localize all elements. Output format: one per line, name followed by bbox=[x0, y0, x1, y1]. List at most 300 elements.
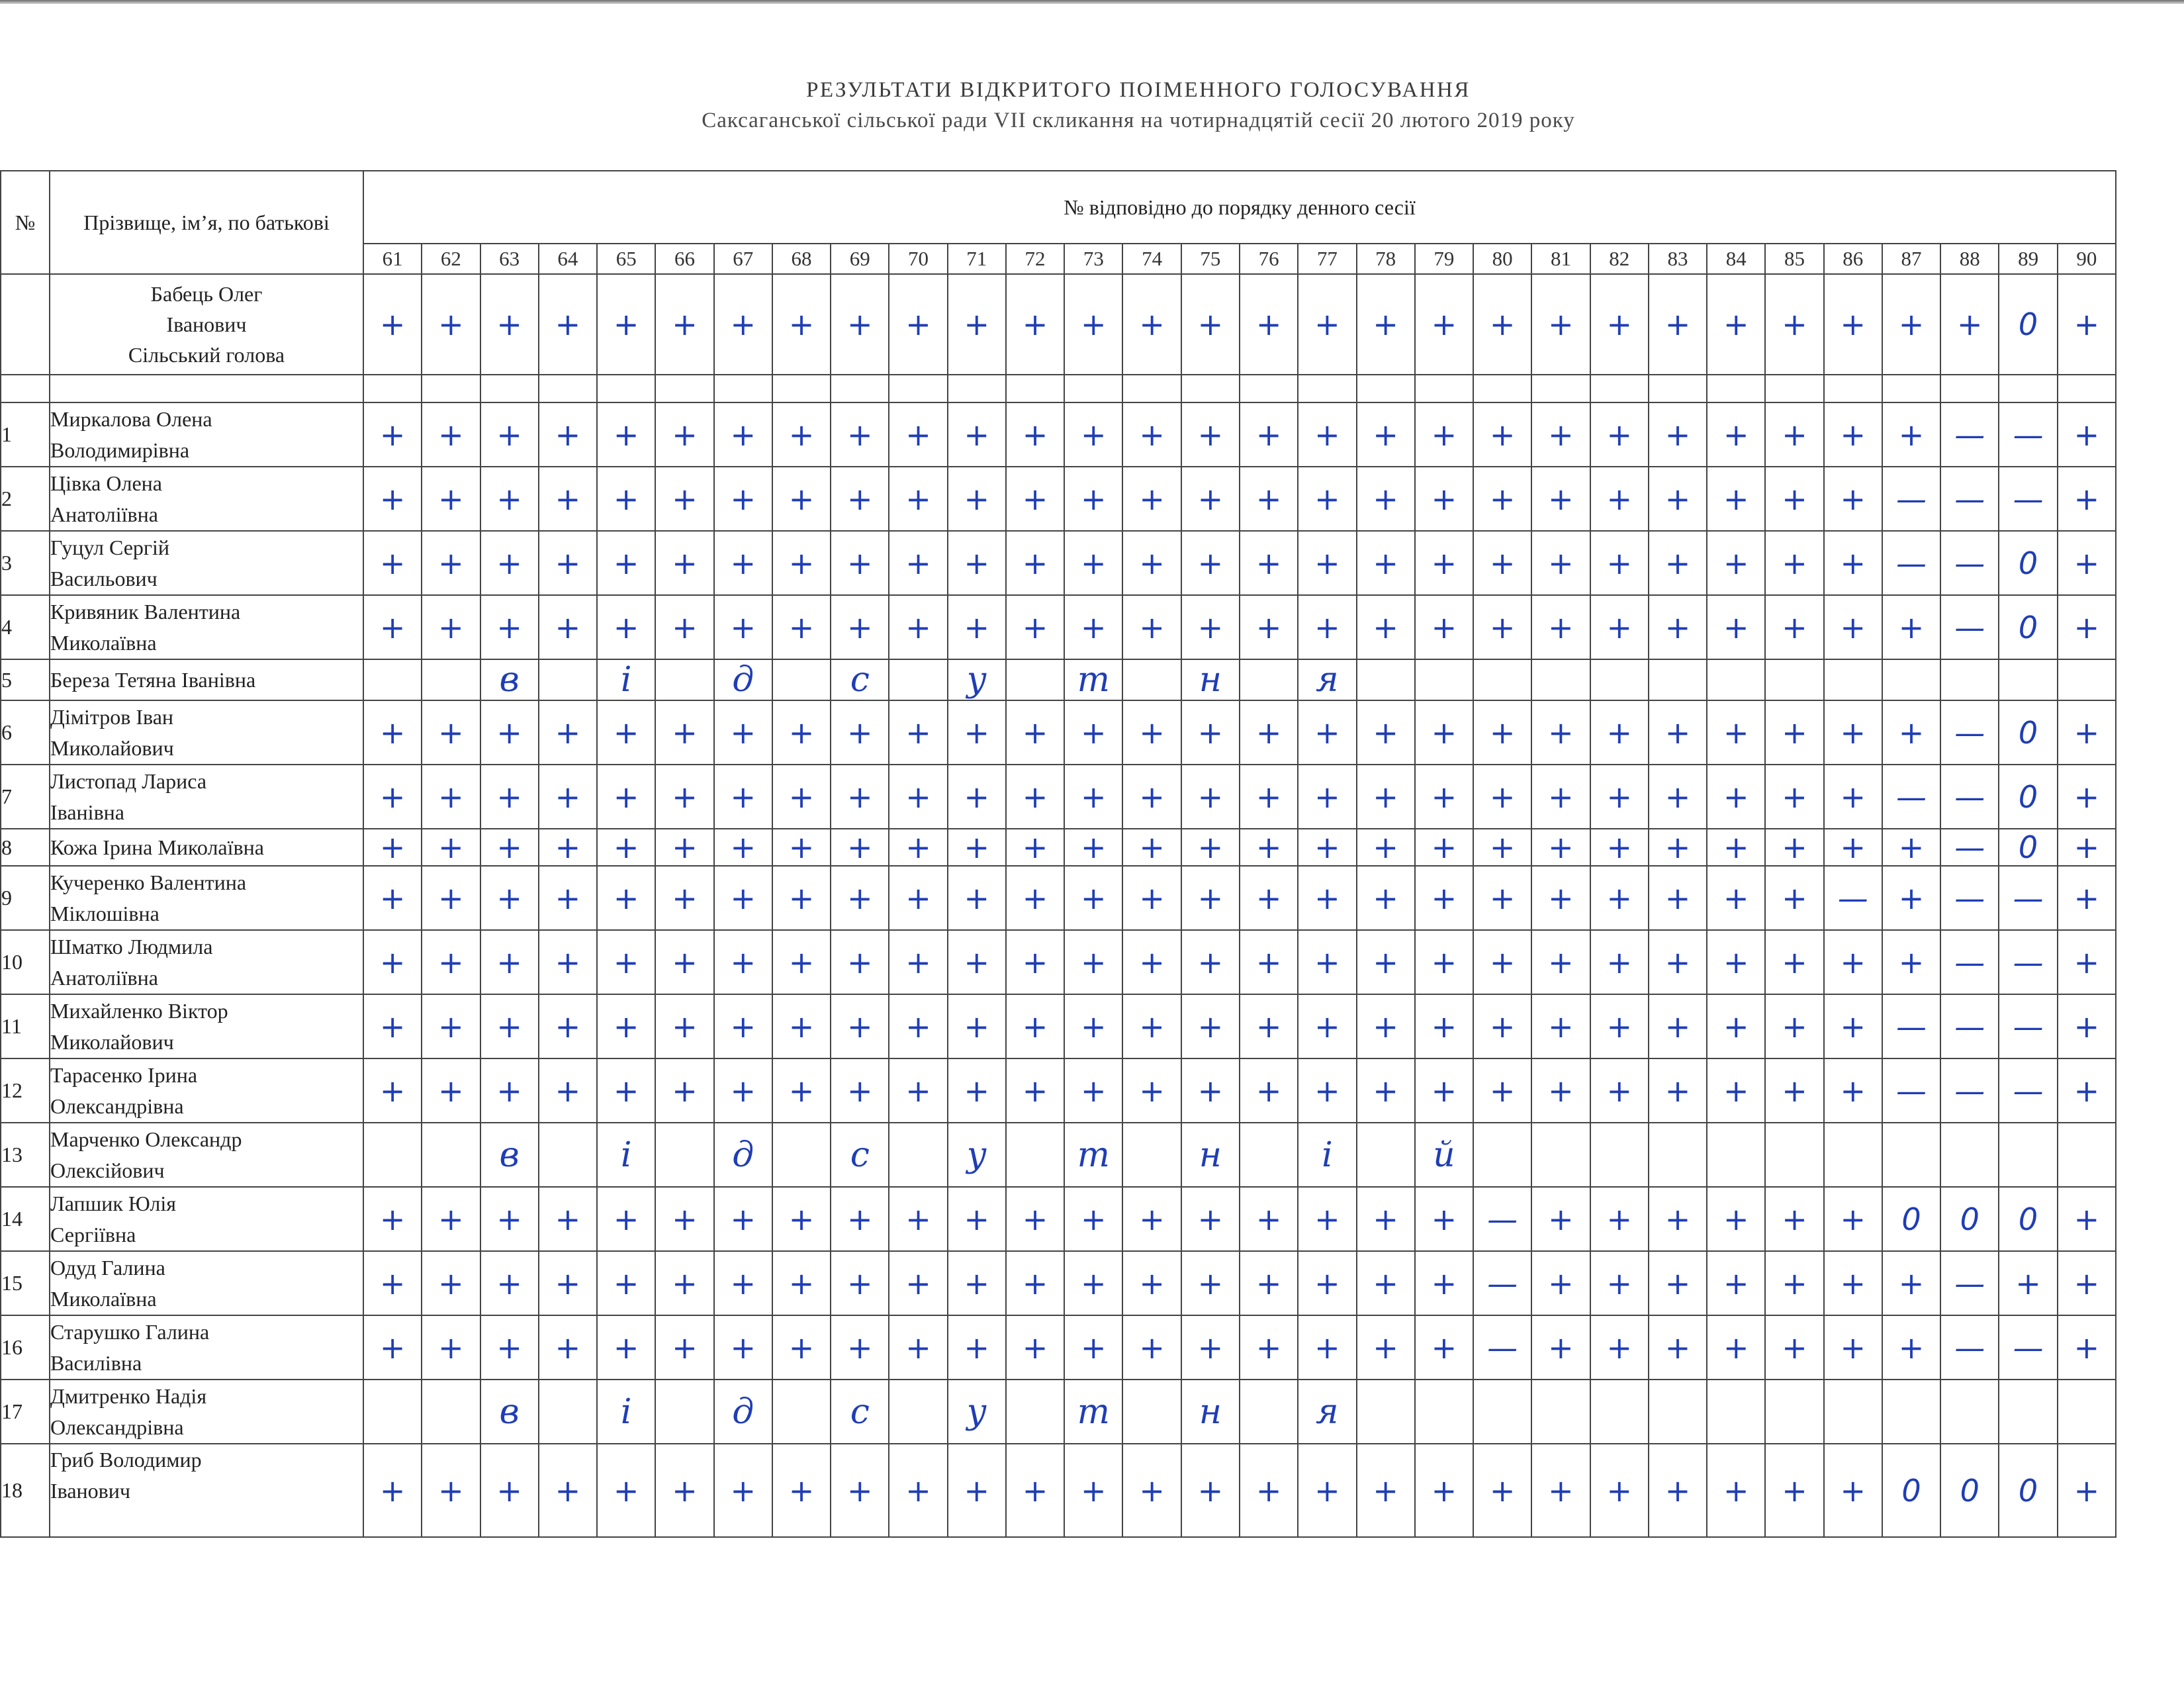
vote-cell: + bbox=[831, 1444, 889, 1537]
vote-cell: + bbox=[948, 994, 1006, 1058]
vote-cell bbox=[1531, 659, 1590, 700]
vote-cell bbox=[1824, 659, 1882, 700]
vote-cell: + bbox=[714, 531, 772, 595]
vote-cell: + bbox=[480, 994, 539, 1058]
vote-cell: + bbox=[1006, 1251, 1064, 1315]
vote-cell: + bbox=[1357, 994, 1415, 1058]
vote-cell bbox=[539, 659, 597, 700]
vote-cell: + bbox=[1765, 274, 1823, 375]
vote-cell: + bbox=[1765, 1187, 1823, 1251]
empty-cell bbox=[1590, 375, 1649, 402]
agenda-number-88: 88 bbox=[1940, 244, 1999, 274]
vote-cell: + bbox=[889, 1187, 947, 1251]
vote-cell: + bbox=[1649, 531, 1707, 595]
vote-cell: + bbox=[1473, 765, 1531, 829]
vote-cell: 0 bbox=[1999, 595, 2057, 659]
vote-cell bbox=[772, 1380, 831, 1444]
empty-cell bbox=[772, 375, 831, 402]
vote-cell: + bbox=[1298, 829, 1356, 866]
vote-cell: + bbox=[714, 1058, 772, 1123]
vote-cell: — bbox=[1940, 1251, 1999, 1315]
vote-cell: + bbox=[1181, 1058, 1240, 1123]
empty-cell bbox=[50, 375, 363, 402]
vote-cell bbox=[1999, 1380, 2057, 1444]
vote-cell: + bbox=[1357, 402, 1415, 467]
member-name-line: Анатоліївна bbox=[50, 502, 158, 526]
member-name-line: Олександрівна bbox=[50, 1094, 184, 1118]
vote-cell: + bbox=[480, 531, 539, 595]
member-name bbox=[50, 1315, 363, 1380]
vote-cell bbox=[1122, 1123, 1181, 1187]
vote-cell: + bbox=[948, 1315, 1006, 1380]
vote-cell: + bbox=[831, 829, 889, 866]
vote-cell: + bbox=[948, 1187, 1006, 1251]
vote-cell: + bbox=[1006, 531, 1064, 595]
vote-cell: + bbox=[1707, 829, 1765, 866]
vote-cell: + bbox=[2058, 531, 2116, 595]
vote-cell: + bbox=[1240, 467, 1298, 531]
vote-cell: + bbox=[480, 467, 539, 531]
empty-cell bbox=[1531, 375, 1590, 402]
vote-cell bbox=[1473, 1380, 1531, 1444]
member-name-line: Бабець Олег bbox=[150, 282, 263, 306]
vote-cell: + bbox=[772, 595, 831, 659]
vote-cell: + bbox=[480, 402, 539, 467]
vote-cell: + bbox=[1649, 829, 1707, 866]
vote-cell: + bbox=[422, 866, 480, 930]
vote-cell: + bbox=[772, 402, 831, 467]
vote-cell: + bbox=[1415, 829, 1473, 866]
empty-cell bbox=[655, 375, 713, 402]
vote-cell: + bbox=[1473, 1444, 1531, 1537]
vote-cell: + bbox=[363, 595, 422, 659]
member-name-line: Сергіївна bbox=[50, 1222, 136, 1246]
vote-cell: + bbox=[363, 402, 422, 467]
vote-cell: + bbox=[1531, 595, 1590, 659]
vote-cell: + bbox=[363, 930, 422, 994]
vote-cell: + bbox=[948, 765, 1006, 829]
vote-cell: + bbox=[1006, 994, 1064, 1058]
vote-cell: + bbox=[714, 274, 772, 375]
vote-cell bbox=[1006, 659, 1064, 700]
vote-cell: — bbox=[1999, 994, 2057, 1058]
vote-cell: т bbox=[1064, 1123, 1122, 1187]
vote-cell: + bbox=[1824, 829, 1882, 866]
vote-cell: + bbox=[1590, 1444, 1649, 1537]
vote-cell: + bbox=[1298, 1251, 1356, 1315]
vote-cell: + bbox=[1649, 595, 1707, 659]
vote-cell: + bbox=[1240, 1187, 1298, 1251]
vote-cell: + bbox=[889, 1251, 947, 1315]
vote-cell: + bbox=[1181, 274, 1240, 375]
vote-cell: + bbox=[1240, 1315, 1298, 1380]
vote-cell: + bbox=[1824, 700, 1882, 765]
vote-cell: 0 bbox=[1999, 700, 2057, 765]
vote-cell: + bbox=[1298, 595, 1356, 659]
vote-cell: + bbox=[772, 866, 831, 930]
vote-cell: + bbox=[1181, 866, 1240, 930]
vote-cell: + bbox=[1415, 765, 1473, 829]
vote-cell: + bbox=[889, 700, 947, 765]
table-row bbox=[1, 700, 2116, 765]
vote-cell: — bbox=[1940, 1058, 1999, 1123]
vote-cell: + bbox=[1064, 531, 1122, 595]
voting-table-body bbox=[1, 274, 2116, 1537]
empty-cell bbox=[363, 375, 422, 402]
vote-cell: + bbox=[772, 1058, 831, 1123]
vote-cell: + bbox=[1240, 700, 1298, 765]
agenda-number-78: 78 bbox=[1357, 244, 1415, 274]
vote-cell: + bbox=[1590, 994, 1649, 1058]
empty-cell bbox=[1940, 375, 1999, 402]
row-number: 13 bbox=[1, 1123, 50, 1187]
vote-cell: + bbox=[1824, 1444, 1882, 1537]
vote-cell: + bbox=[889, 930, 947, 994]
member-name bbox=[50, 402, 363, 467]
vote-cell: + bbox=[1531, 1251, 1590, 1315]
vote-cell: + bbox=[1765, 700, 1823, 765]
vote-cell: + bbox=[539, 467, 597, 531]
empty-cell bbox=[1240, 375, 1298, 402]
vote-cell bbox=[1707, 659, 1765, 700]
vote-cell: + bbox=[2058, 930, 2116, 994]
vote-cell: + bbox=[422, 1187, 480, 1251]
vote-cell: + bbox=[422, 531, 480, 595]
vote-cell: 0 bbox=[1882, 1187, 1940, 1251]
vote-cell: + bbox=[1064, 829, 1122, 866]
vote-cell: + bbox=[655, 1187, 713, 1251]
vote-cell: + bbox=[480, 595, 539, 659]
vote-cell: + bbox=[363, 994, 422, 1058]
table-row bbox=[1, 1058, 2116, 1123]
table-row bbox=[1, 1123, 2116, 1187]
vote-cell: + bbox=[363, 467, 422, 531]
agenda-number-63: 63 bbox=[480, 244, 539, 274]
vote-cell: д bbox=[714, 659, 772, 700]
vote-cell: + bbox=[1240, 274, 1298, 375]
agenda-number-86: 86 bbox=[1824, 244, 1882, 274]
vote-cell: + bbox=[1765, 994, 1823, 1058]
vote-cell: + bbox=[1707, 595, 1765, 659]
vote-cell: + bbox=[1298, 765, 1356, 829]
vote-cell: — bbox=[1473, 1315, 1531, 1380]
column-header-number: № bbox=[1, 171, 50, 274]
vote-cell: + bbox=[1357, 1251, 1415, 1315]
vote-cell: у bbox=[948, 659, 1006, 700]
empty-cell bbox=[1824, 375, 1882, 402]
vote-cell: + bbox=[1357, 1444, 1415, 1537]
vote-cell: і bbox=[597, 1380, 655, 1444]
empty-cell bbox=[831, 375, 889, 402]
vote-cell: + bbox=[1649, 930, 1707, 994]
member-name-line: Дімітров Іван bbox=[50, 704, 174, 729]
vote-cell: і bbox=[597, 659, 655, 700]
row-number: 2 bbox=[1, 467, 50, 531]
document-title: РЕЗУЛЬТАТИ ВІДКРИТОГО ПОІМЕННОГО ГОЛОСУВАННЯ bbox=[806, 78, 1471, 102]
vote-cell: — bbox=[1940, 1315, 1999, 1380]
vote-cell: + bbox=[772, 1315, 831, 1380]
vote-cell: я bbox=[1298, 1380, 1356, 1444]
vote-cell: — bbox=[1940, 595, 1999, 659]
agenda-number-74: 74 bbox=[1122, 244, 1181, 274]
vote-cell: + bbox=[831, 531, 889, 595]
vote-cell: + bbox=[1707, 1315, 1765, 1380]
vote-cell: + bbox=[1824, 274, 1882, 375]
vote-cell: + bbox=[363, 866, 422, 930]
member-name-line: Лапшик Юлія bbox=[50, 1191, 176, 1215]
vote-cell bbox=[1122, 659, 1181, 700]
vote-cell: + bbox=[1122, 467, 1181, 531]
vote-cell: + bbox=[655, 402, 713, 467]
vote-cell: + bbox=[1707, 994, 1765, 1058]
empty-cell bbox=[480, 375, 539, 402]
vote-cell: + bbox=[831, 402, 889, 467]
vote-cell bbox=[1006, 1380, 1064, 1444]
vote-cell: + bbox=[1415, 1444, 1473, 1537]
vote-cell: + bbox=[1415, 1187, 1473, 1251]
vote-cell: + bbox=[363, 1444, 422, 1537]
vote-cell: + bbox=[714, 1444, 772, 1537]
vote-cell bbox=[1649, 1123, 1707, 1187]
vote-cell: + bbox=[1122, 866, 1181, 930]
vote-cell: 0 bbox=[1999, 765, 2057, 829]
vote-cell: + bbox=[1357, 531, 1415, 595]
vote-cell: 0 bbox=[1940, 1444, 1999, 1537]
vote-cell: — bbox=[1882, 467, 1940, 531]
vote-cell bbox=[1765, 1380, 1823, 1444]
vote-cell bbox=[1707, 1123, 1765, 1187]
vote-cell: + bbox=[1765, 531, 1823, 595]
member-name bbox=[50, 1251, 363, 1315]
vote-cell: + bbox=[831, 1315, 889, 1380]
vote-cell: + bbox=[1064, 930, 1122, 994]
vote-cell: + bbox=[1181, 531, 1240, 595]
vote-cell: + bbox=[1181, 700, 1240, 765]
vote-cell: + bbox=[1122, 930, 1181, 994]
vote-cell: н bbox=[1181, 1123, 1240, 1187]
vote-cell: + bbox=[2058, 274, 2116, 375]
vote-cell: + bbox=[889, 765, 947, 829]
vote-cell: + bbox=[2058, 1187, 2116, 1251]
vote-cell: + bbox=[1473, 274, 1531, 375]
vote-cell bbox=[1882, 659, 1940, 700]
vote-cell: + bbox=[1122, 1251, 1181, 1315]
vote-cell: + bbox=[480, 1251, 539, 1315]
agenda-number-79: 79 bbox=[1415, 244, 1473, 274]
vote-cell: + bbox=[772, 467, 831, 531]
vote-cell: + bbox=[1064, 595, 1122, 659]
vote-cell: + bbox=[1824, 595, 1882, 659]
vote-cell: т bbox=[1064, 659, 1122, 700]
vote-cell: + bbox=[1298, 467, 1356, 531]
vote-cell: + bbox=[539, 700, 597, 765]
agenda-number-66: 66 bbox=[655, 244, 713, 274]
empty-cell bbox=[422, 375, 480, 402]
agenda-number-80: 80 bbox=[1473, 244, 1531, 274]
vote-cell: + bbox=[1298, 274, 1356, 375]
vote-cell: + bbox=[1240, 1444, 1298, 1537]
vote-cell bbox=[1357, 659, 1415, 700]
vote-cell: + bbox=[1473, 700, 1531, 765]
table-row-spacer bbox=[1, 375, 2116, 402]
vote-cell: + bbox=[948, 1444, 1006, 1537]
vote-cell bbox=[2058, 1123, 2116, 1187]
vote-cell: + bbox=[1649, 467, 1707, 531]
vote-cell: + bbox=[1181, 765, 1240, 829]
vote-cell: + bbox=[1415, 866, 1473, 930]
vote-cell bbox=[1415, 659, 1473, 700]
vote-cell: + bbox=[1006, 595, 1064, 659]
vote-cell: + bbox=[422, 402, 480, 467]
vote-cell: + bbox=[1473, 866, 1531, 930]
vote-cell: + bbox=[772, 930, 831, 994]
vote-cell: + bbox=[1531, 402, 1590, 467]
vote-cell: + bbox=[1649, 765, 1707, 829]
vote-cell: — bbox=[1940, 829, 1999, 866]
vote-cell: + bbox=[655, 1444, 713, 1537]
vote-cell: + bbox=[772, 1444, 831, 1537]
table-row bbox=[1, 402, 2116, 467]
member-name-line: Іванович bbox=[50, 1479, 130, 1503]
vote-cell: + bbox=[655, 930, 713, 994]
vote-cell bbox=[539, 1123, 597, 1187]
vote-cell: + bbox=[2058, 467, 2116, 531]
vote-cell: + bbox=[948, 531, 1006, 595]
vote-cell: — bbox=[1999, 1058, 2057, 1123]
vote-cell: + bbox=[1531, 829, 1590, 866]
vote-cell: + bbox=[1765, 1058, 1823, 1123]
table-row bbox=[1, 1251, 2116, 1315]
table-row bbox=[1, 1444, 2116, 1537]
row-number: 7 bbox=[1, 765, 50, 829]
vote-cell: + bbox=[597, 467, 655, 531]
member-name-line: Береза Тетяна Іванівна bbox=[50, 667, 256, 692]
vote-cell: + bbox=[1240, 1058, 1298, 1123]
member-name-line: Старушко Галина bbox=[50, 1319, 210, 1344]
vote-cell: + bbox=[1765, 829, 1823, 866]
vote-cell: + bbox=[1765, 765, 1823, 829]
vote-cell: с bbox=[831, 1380, 889, 1444]
vote-cell: + bbox=[1707, 1444, 1765, 1537]
vote-cell bbox=[772, 659, 831, 700]
vote-cell bbox=[1531, 1123, 1590, 1187]
vote-cell: + bbox=[889, 402, 947, 467]
agenda-number-73: 73 bbox=[1064, 244, 1122, 274]
vote-cell: + bbox=[539, 1187, 597, 1251]
vote-cell: + bbox=[1707, 274, 1765, 375]
vote-cell: + bbox=[1707, 930, 1765, 994]
vote-cell: в bbox=[480, 659, 539, 700]
vote-cell: + bbox=[1473, 994, 1531, 1058]
empty-cell bbox=[889, 375, 947, 402]
vote-cell: + bbox=[831, 930, 889, 994]
vote-cell: + bbox=[1006, 700, 1064, 765]
row-number: 3 bbox=[1, 531, 50, 595]
vote-cell: + bbox=[2058, 765, 2116, 829]
vote-cell: + bbox=[1707, 1187, 1765, 1251]
vote-cell: + bbox=[1824, 1315, 1882, 1380]
vote-cell: + bbox=[772, 700, 831, 765]
member-name-line: Цівка Олена bbox=[50, 471, 162, 495]
vote-cell bbox=[1590, 1123, 1649, 1187]
vote-cell bbox=[363, 1123, 422, 1187]
vote-cell: + bbox=[1298, 930, 1356, 994]
vote-cell: + bbox=[772, 1251, 831, 1315]
vote-cell: + bbox=[655, 1315, 713, 1380]
vote-cell: + bbox=[1590, 1315, 1649, 1380]
row-number: 16 bbox=[1, 1315, 50, 1380]
vote-cell: + bbox=[1882, 700, 1940, 765]
agenda-number-70: 70 bbox=[889, 244, 947, 274]
vote-cell: + bbox=[1064, 1315, 1122, 1380]
empty-cell bbox=[1298, 375, 1356, 402]
vote-cell: 0 bbox=[1940, 1187, 1999, 1251]
vote-cell: + bbox=[1122, 274, 1181, 375]
vote-cell: 0 bbox=[1999, 829, 2057, 866]
voting-table bbox=[0, 170, 2116, 1538]
table-row-head bbox=[1, 274, 2116, 375]
vote-cell: д bbox=[714, 1380, 772, 1444]
vote-cell: + bbox=[1122, 1187, 1181, 1251]
vote-cell: + bbox=[1122, 829, 1181, 866]
vote-cell: + bbox=[597, 1444, 655, 1537]
vote-cell: + bbox=[889, 595, 947, 659]
vote-cell: + bbox=[1531, 700, 1590, 765]
vote-cell: + bbox=[714, 765, 772, 829]
vote-cell: + bbox=[1064, 994, 1122, 1058]
vote-cell: + bbox=[948, 1058, 1006, 1123]
vote-cell: + bbox=[948, 402, 1006, 467]
vote-cell: + bbox=[1415, 467, 1473, 531]
vote-cell: + bbox=[831, 467, 889, 531]
vote-cell: + bbox=[1357, 765, 1415, 829]
agenda-number-89: 89 bbox=[1999, 244, 2057, 274]
vote-cell: + bbox=[1765, 402, 1823, 467]
vote-cell: + bbox=[1590, 866, 1649, 930]
vote-cell: + bbox=[1122, 765, 1181, 829]
vote-cell: + bbox=[1707, 1058, 1765, 1123]
member-name bbox=[50, 1058, 363, 1123]
vote-cell: + bbox=[1649, 1444, 1707, 1537]
vote-cell bbox=[889, 659, 947, 700]
member-name-line: Кожа Ірина Миколаївна bbox=[50, 835, 264, 859]
member-name-line: Дмитренко Надія bbox=[50, 1383, 207, 1408]
empty-cell bbox=[597, 375, 655, 402]
vote-cell: + bbox=[1122, 1315, 1181, 1380]
vote-cell: + bbox=[1824, 765, 1882, 829]
vote-cell: + bbox=[597, 1058, 655, 1123]
vote-cell: + bbox=[1415, 700, 1473, 765]
vote-cell: + bbox=[1415, 1315, 1473, 1380]
vote-cell: + bbox=[1415, 1251, 1473, 1315]
vote-cell: + bbox=[422, 700, 480, 765]
vote-cell: с bbox=[831, 659, 889, 700]
vote-cell: + bbox=[1240, 866, 1298, 930]
vote-cell: + bbox=[948, 700, 1006, 765]
row-number: 5 bbox=[1, 659, 50, 700]
vote-cell: — bbox=[1940, 700, 1999, 765]
member-name bbox=[50, 1380, 363, 1444]
vote-cell: + bbox=[1707, 531, 1765, 595]
vote-cell: + bbox=[655, 595, 713, 659]
vote-cell: + bbox=[1298, 1058, 1356, 1123]
vote-cell: + bbox=[1298, 402, 1356, 467]
vote-cell: + bbox=[1649, 402, 1707, 467]
member-name-line: Олександрівна bbox=[50, 1415, 184, 1439]
vote-cell: + bbox=[655, 866, 713, 930]
empty-cell bbox=[1999, 375, 2057, 402]
vote-cell: + bbox=[1824, 531, 1882, 595]
